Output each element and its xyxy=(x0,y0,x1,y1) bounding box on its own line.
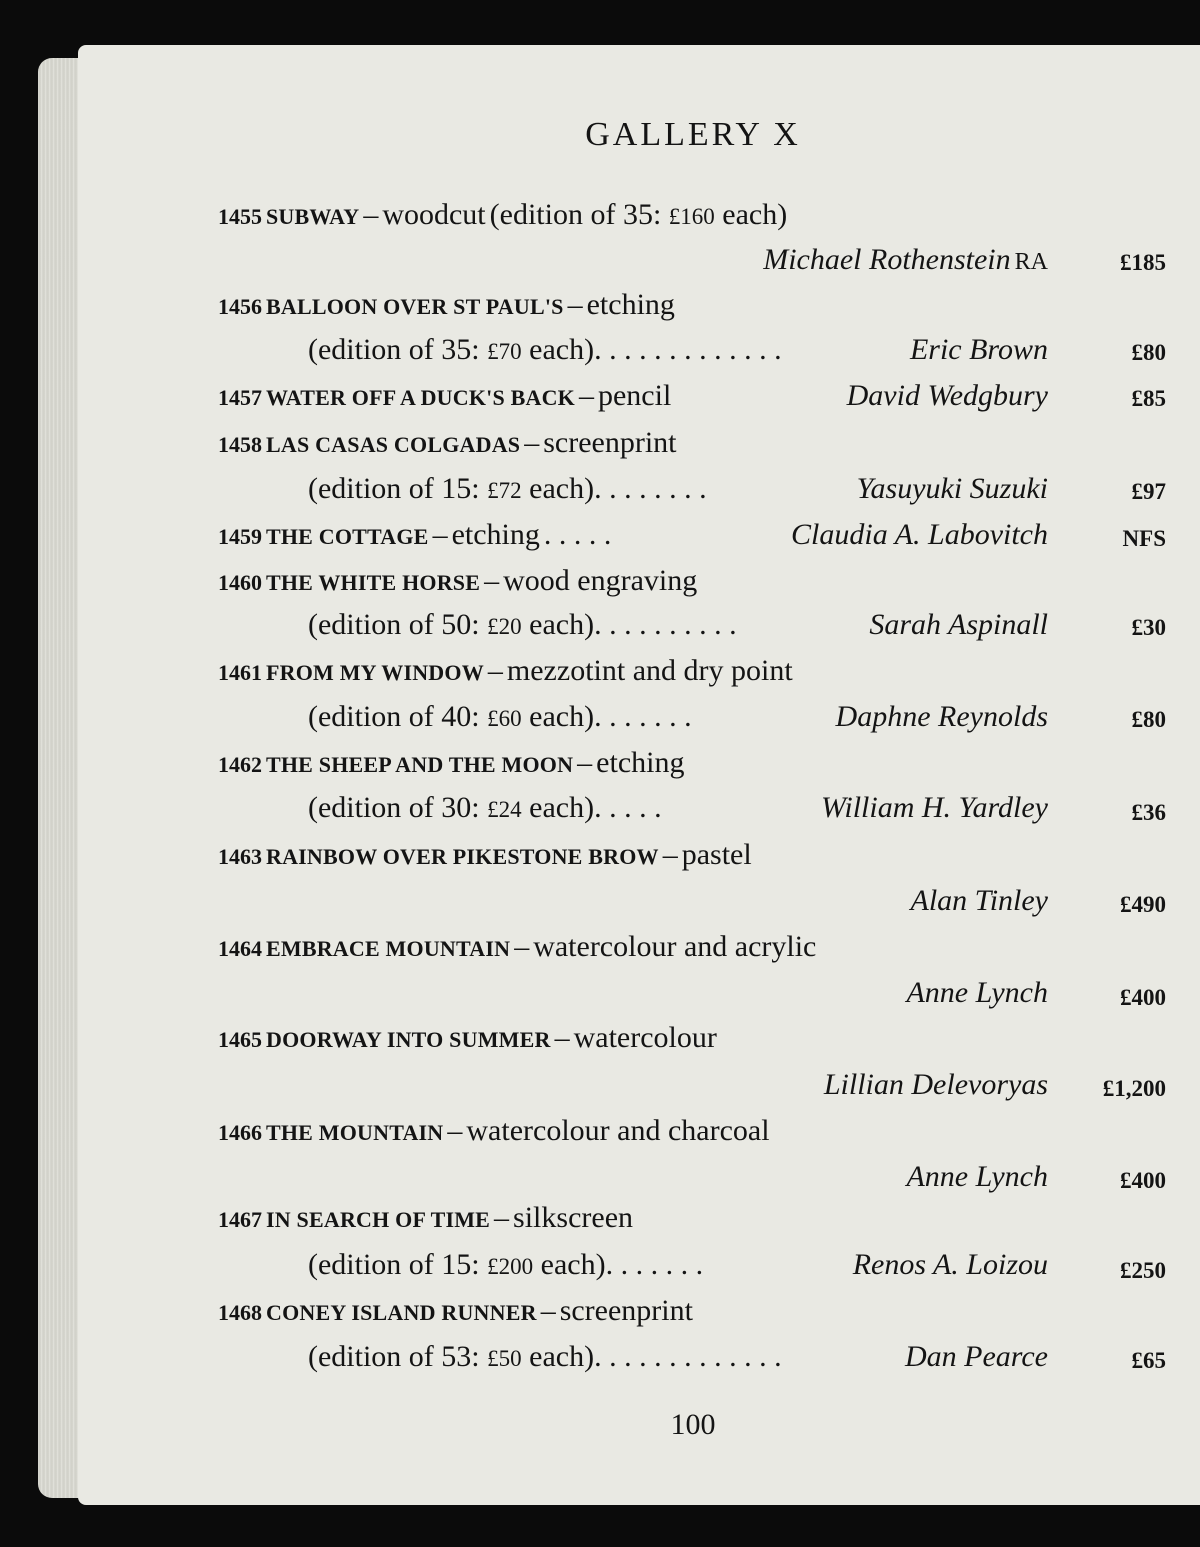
entry-price: £400 xyxy=(1120,985,1166,1010)
entry-price: £185 xyxy=(1120,250,1166,275)
entry-number: 1462 xyxy=(218,752,262,777)
entry-medium: screenprint xyxy=(543,426,677,459)
entry-artist: Yasuyuki Suzuki xyxy=(856,472,1048,505)
page-title: GALLERY X xyxy=(585,116,801,153)
entry-price: NFS xyxy=(1122,526,1166,551)
entry-price: £490 xyxy=(1120,892,1166,917)
entry-number: 1456 xyxy=(218,294,262,319)
entry-edition-open: (edition of 40: xyxy=(308,700,488,733)
entry-edition-open: (edition of 35: xyxy=(489,198,669,231)
entry-title: CONEY ISLAND RUNNER xyxy=(266,1300,537,1325)
entry-title: EMBRACE MOUNTAIN xyxy=(266,936,511,961)
entry-dot-leader: . . . . . xyxy=(543,518,612,551)
entry-price: £400 xyxy=(1120,1168,1166,1193)
entry-title: THE MOUNTAIN xyxy=(266,1120,444,1145)
entry-edition-close: each) xyxy=(521,1340,595,1373)
entry-number: 1467 xyxy=(218,1207,262,1232)
entry-dot-leader: . . . . . . . . . . . . . xyxy=(594,1340,782,1373)
entry-edition-open: (edition of 50: xyxy=(308,608,488,641)
entry-edition-price: £200 xyxy=(487,1254,534,1279)
entry-price: £65 xyxy=(1131,1348,1166,1373)
entry-artist: Dan Pearce xyxy=(905,1340,1048,1373)
entry-price: £1,200 xyxy=(1102,1076,1166,1101)
entry-title: WATER OFF A DUCK'S BACK xyxy=(266,385,575,410)
entry-separator: – xyxy=(487,654,503,687)
entry-1458-line-1 xyxy=(218,423,677,463)
entry-separator: – xyxy=(514,930,530,963)
entry-price: £85 xyxy=(1131,386,1166,411)
entry-edition-price: £72 xyxy=(487,478,522,503)
entry-separator: – xyxy=(484,564,500,597)
entry-separator: – xyxy=(577,746,593,779)
entry-price: £80 xyxy=(1131,707,1166,732)
entry-dot-leader: . . . . . . . xyxy=(594,700,692,733)
entry-edition-close: each) xyxy=(521,608,595,641)
entry-separator: – xyxy=(363,198,379,231)
entry-1467-line-1 xyxy=(218,1198,633,1238)
entry-number: 1460 xyxy=(218,570,262,595)
entry-price: £80 xyxy=(1131,340,1166,365)
entry-edition-price: £60 xyxy=(487,706,522,731)
entry-medium: silkscreen xyxy=(513,1201,634,1234)
entry-number: 1455 xyxy=(218,204,262,229)
entry-1462-line-1 xyxy=(218,743,684,783)
entry-title: LAS CASAS COLGADAS xyxy=(266,432,521,457)
entry-price: £97 xyxy=(1131,479,1166,504)
entry-dot-leader: . . . . . . . . xyxy=(594,472,707,505)
entry-1456-line-1 xyxy=(218,285,675,325)
entry-medium: watercolour xyxy=(573,1021,717,1054)
entry-edition-price: £20 xyxy=(487,614,522,639)
entry-medium: pastel xyxy=(681,838,752,871)
entry-number: 1464 xyxy=(218,936,262,961)
entry-artist: Anne Lynch xyxy=(906,976,1048,1009)
entry-edition-close: each) xyxy=(533,1248,606,1281)
entry-price: £30 xyxy=(1131,615,1166,640)
entry-separator: – xyxy=(578,379,594,412)
entry-edition-close: each) xyxy=(521,333,595,366)
page-number: 100 xyxy=(670,1408,716,1441)
entry-dot-leader: . . . . . xyxy=(594,791,662,824)
entry-number: 1463 xyxy=(218,844,262,869)
entry-edition-close: each) xyxy=(521,472,595,505)
entry-artist-suffix: RA xyxy=(1014,249,1048,275)
entry-title: RAINBOW OVER PIKESTONE BROW xyxy=(266,844,659,869)
entry-number: 1465 xyxy=(218,1027,262,1052)
entry-medium: wood engraving xyxy=(503,564,698,597)
entry-edition-close: each) xyxy=(714,198,788,231)
entry-medium: mezzotint and dry point xyxy=(506,654,793,687)
entry-1463-line-1 xyxy=(218,835,752,875)
entry-dot-leader: . . . . . . . xyxy=(605,1248,704,1281)
entry-title: THE COTTAGE xyxy=(266,524,429,549)
entry-artist: Alan Tinley xyxy=(910,884,1048,917)
entry-1455-line-1 xyxy=(218,195,787,235)
entry-number: 1457 xyxy=(218,385,262,410)
entry-artist: Michael Rothenstein xyxy=(763,243,1011,276)
entry-edition-open: (edition of 15: xyxy=(308,472,488,505)
entry-edition-close: each) xyxy=(521,791,595,824)
entry-artist: Renos A. Loizou xyxy=(852,1248,1048,1281)
entry-title: BALLOON OVER ST PAUL'S xyxy=(266,294,564,319)
entry-separator: – xyxy=(567,288,583,321)
entry-medium: woodcut xyxy=(382,198,486,231)
entry-number: 1468 xyxy=(218,1300,262,1325)
entry-medium: watercolour and charcoal xyxy=(466,1114,770,1147)
entry-edition-open: (edition of 30: xyxy=(308,791,488,824)
entry-number: 1461 xyxy=(218,660,262,685)
entry-edition-price: £70 xyxy=(487,339,522,364)
entry-title: IN SEARCH OF TIME xyxy=(266,1207,491,1232)
entry-artist: Eric Brown xyxy=(909,333,1048,366)
entry-edition-price: £24 xyxy=(487,797,522,822)
entry-1466-line-1 xyxy=(218,1111,770,1151)
entry-artist: Sarah Aspinall xyxy=(869,608,1048,641)
entry-title: THE WHITE HORSE xyxy=(266,570,481,595)
entry-edition-price: £50 xyxy=(487,1346,522,1371)
entry-separator: – xyxy=(447,1114,463,1147)
entry-artist: Lillian Delevoryas xyxy=(823,1068,1048,1101)
entry-edition-close: each) xyxy=(521,700,595,733)
entry-title: THE SHEEP AND THE MOON xyxy=(266,752,574,777)
entry-1460-line-1 xyxy=(218,561,697,601)
entry-title: DOORWAY INTO SUMMER xyxy=(266,1027,551,1052)
show-through-line xyxy=(1154,210,1178,237)
entry-1468-line-1 xyxy=(218,1291,693,1331)
entry-medium: screenprint xyxy=(559,1294,693,1327)
entry-separator: – xyxy=(524,426,540,459)
catalogue-page xyxy=(78,45,1200,1505)
entry-edition-price: £160 xyxy=(668,204,715,229)
entry-price: £250 xyxy=(1120,1258,1166,1283)
entry-artist: William H. Yardley xyxy=(821,791,1048,824)
entry-1465-line-1 xyxy=(218,1018,717,1058)
entry-title: SUBWAY xyxy=(266,204,360,229)
entry-1464-line-1 xyxy=(218,927,816,967)
entry-edition-open: (edition of 53: xyxy=(308,1340,488,1373)
entry-dot-leader: . . . . . . . . . . . . . xyxy=(594,333,782,366)
entry-medium: etching xyxy=(586,288,675,321)
entry-separator: – xyxy=(540,1294,556,1327)
entry-dot-leader: . . . . . . . . . . xyxy=(594,608,737,641)
entry-artist: Daphne Reynolds xyxy=(835,700,1048,733)
entry-1461-line-1 xyxy=(218,651,793,691)
entry-medium: watercolour and acrylic xyxy=(533,930,817,963)
entry-title: FROM MY WINDOW xyxy=(266,660,484,685)
entry-medium: pencil xyxy=(597,379,672,412)
entry-separator: – xyxy=(662,838,678,871)
entry-separator: – xyxy=(432,518,448,551)
entry-number: 1459 xyxy=(218,524,262,549)
entry-edition-open: (edition of 15: xyxy=(308,1248,488,1281)
entry-separator: – xyxy=(494,1201,510,1234)
entry-artist: Anne Lynch xyxy=(906,1160,1048,1193)
entry-medium: etching xyxy=(451,518,540,551)
entry-number: 1466 xyxy=(218,1120,262,1145)
entry-number: 1458 xyxy=(218,432,262,457)
entry-artist: David Wedgbury xyxy=(846,379,1048,412)
entry-edition-open: (edition of 35: xyxy=(308,333,488,366)
entry-artist: Claudia A. Labovitch xyxy=(791,518,1048,551)
entry-medium: etching xyxy=(596,746,685,779)
entry-separator: – xyxy=(554,1021,570,1054)
entry-price: £36 xyxy=(1131,800,1166,825)
entry-1455-artist-line xyxy=(78,240,1048,280)
